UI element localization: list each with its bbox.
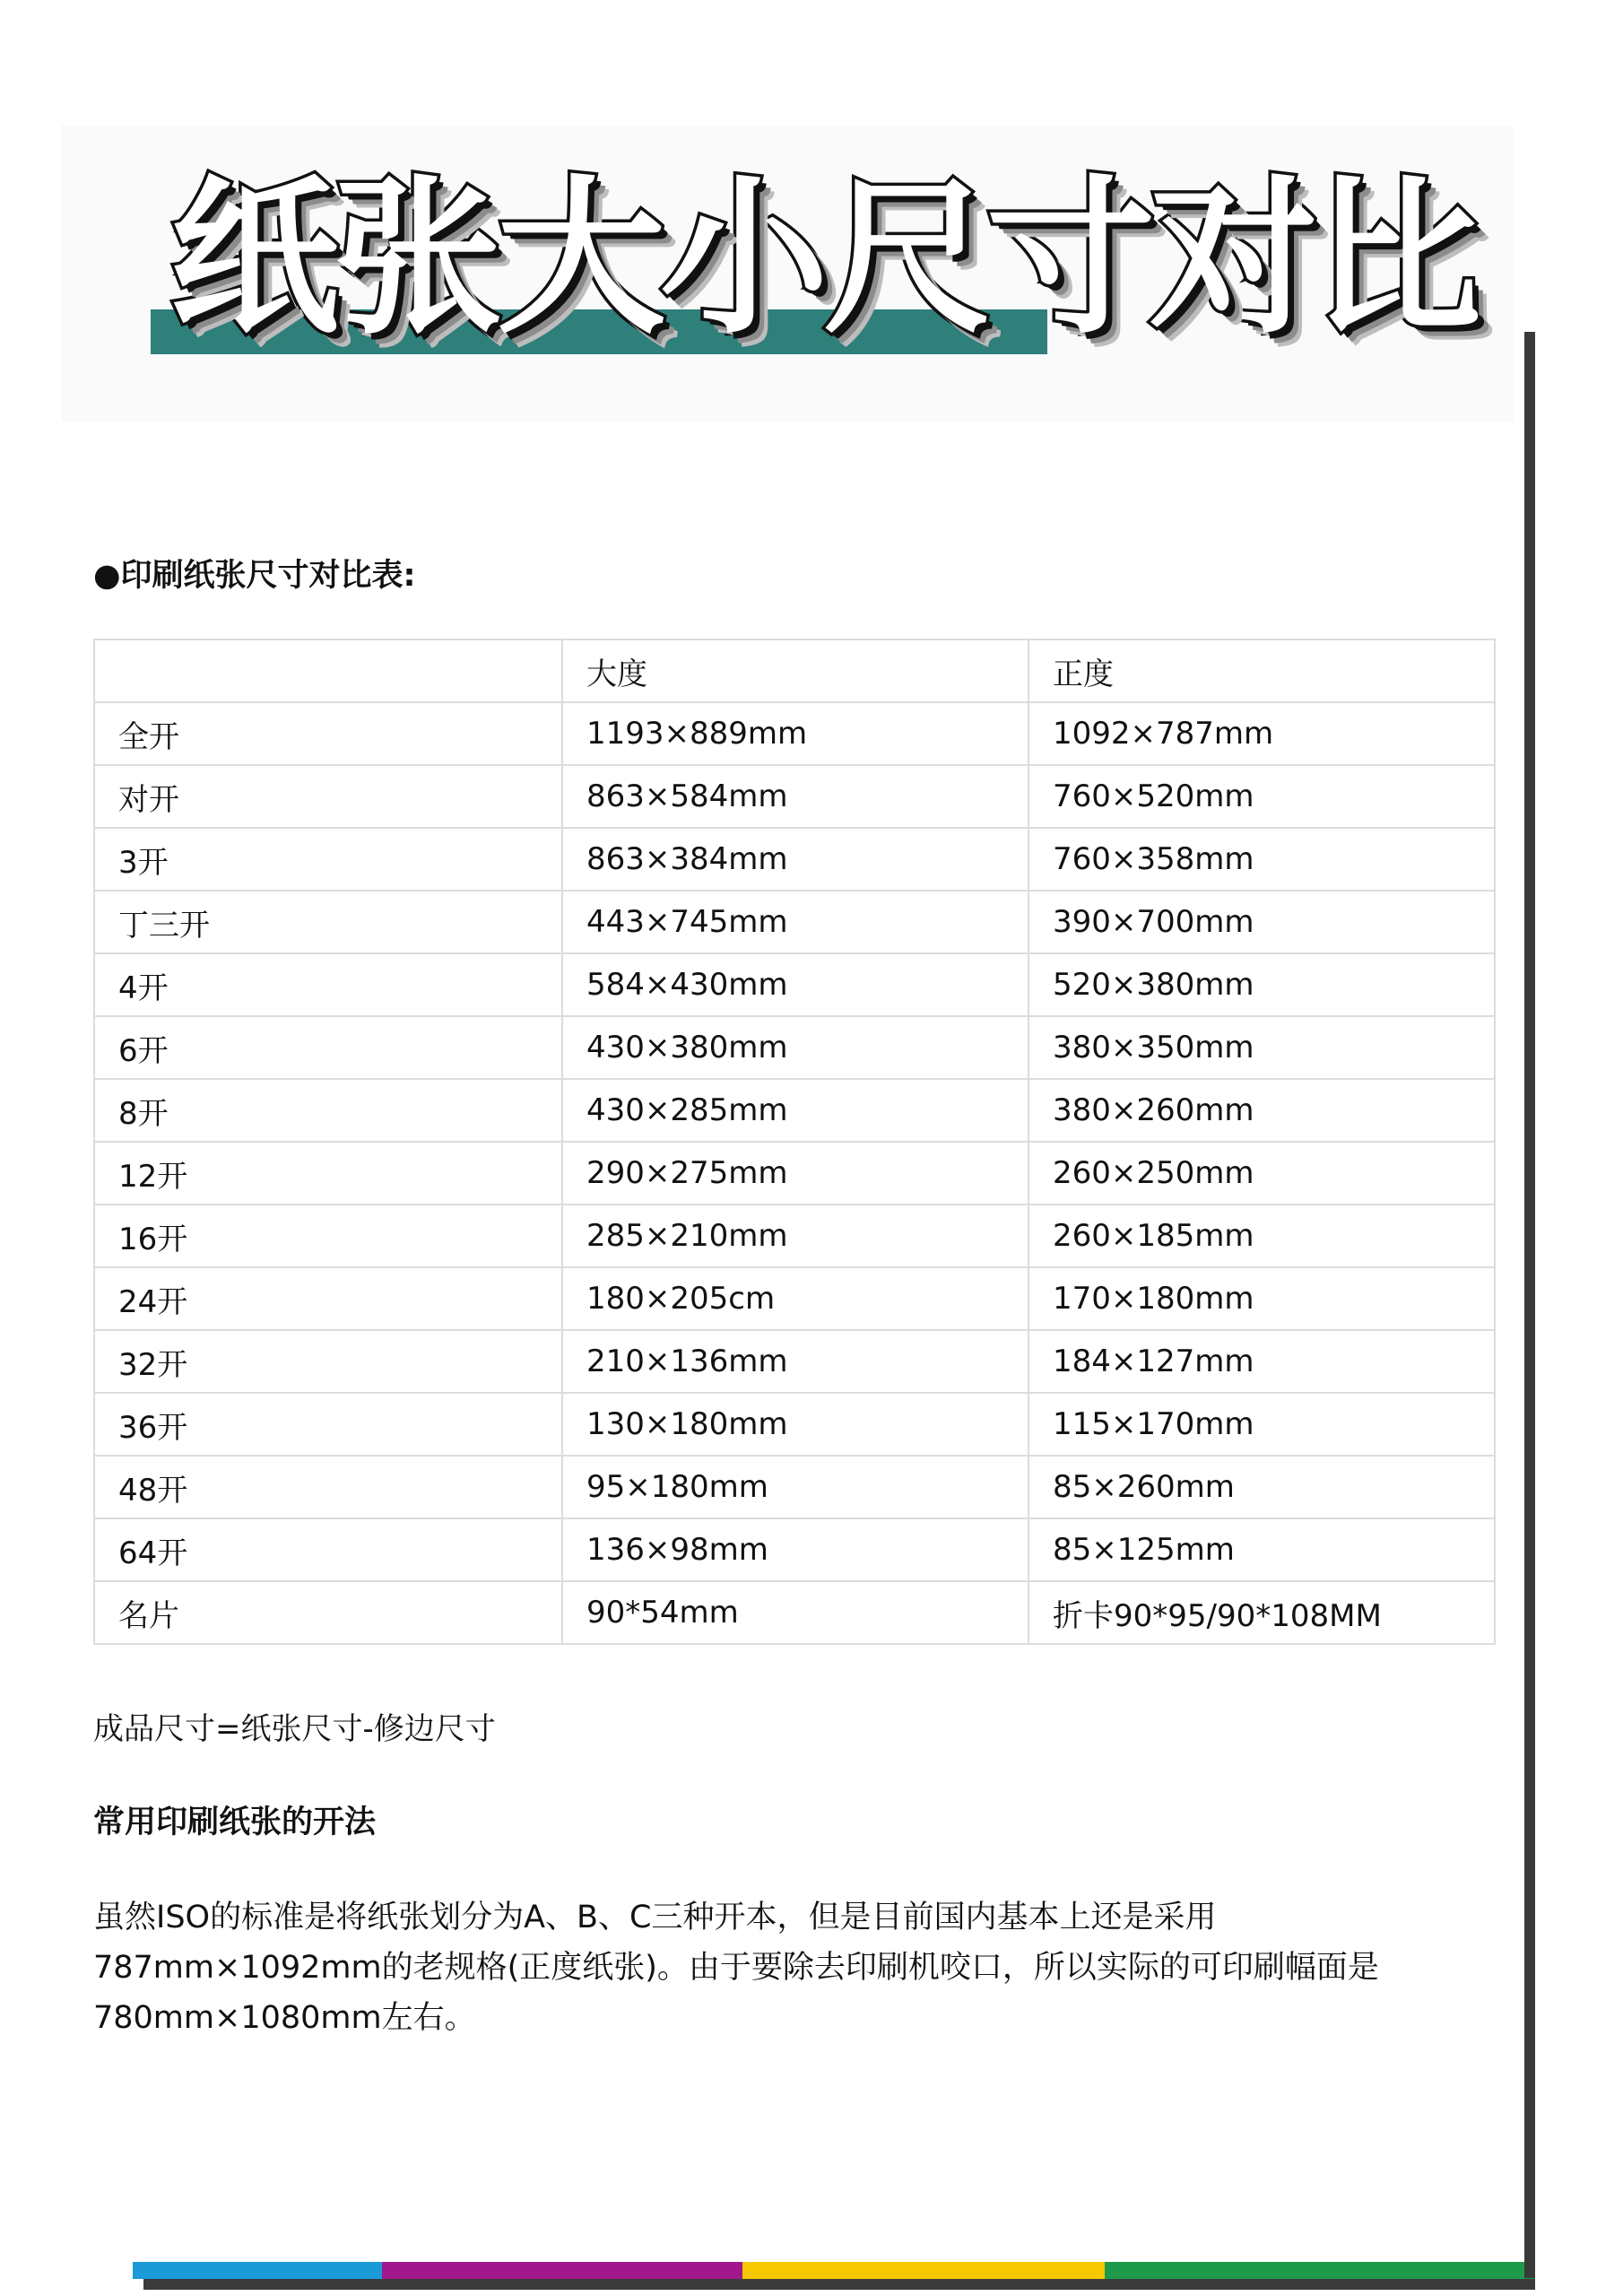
table-cell: 36开 (94, 1393, 562, 1456)
table-row (94, 1393, 1495, 1456)
table-cell: 760×520mm (1028, 765, 1495, 828)
table-cell: 863×584mm (562, 765, 1028, 828)
table-cell: 64开 (94, 1518, 562, 1581)
page-shadow-bottom (143, 2279, 1535, 2290)
paragraph-line: 787mm×1092mm的老规格(正度纸张)。由于要除去印刷机咬口，所以实际的可印刷幅面是 (93, 1950, 1379, 1986)
table-cell: 6开 (94, 1016, 562, 1079)
table-header-cell (94, 639, 562, 702)
table-row (94, 702, 1495, 765)
table-cell: 3开 (94, 828, 562, 891)
table-header-cell: 正度 (1028, 639, 1495, 702)
table-cell: 48开 (94, 1456, 562, 1518)
table-row (94, 1079, 1495, 1142)
table-row (94, 953, 1495, 1016)
table-cell: 32开 (94, 1330, 562, 1393)
table-row (94, 1267, 1495, 1330)
table-cell: 390×700mm (1028, 891, 1495, 953)
table-header-row (94, 639, 1495, 702)
table-cell: 210×136mm (562, 1330, 1028, 1393)
paper-size-table (93, 639, 1496, 1645)
body-paragraph (93, 1892, 1474, 2043)
stripe-segment-blue (133, 2262, 382, 2279)
table-row (94, 1205, 1495, 1267)
table-cell: 184×127mm (1028, 1330, 1495, 1393)
table-row (94, 1016, 1495, 1079)
table-cell: 170×180mm (1028, 1267, 1495, 1330)
table-cell: 430×285mm (562, 1079, 1028, 1142)
table-cell: 260×250mm (1028, 1142, 1495, 1205)
table-cell: 12开 (94, 1142, 562, 1205)
table-row (94, 765, 1495, 828)
table-cell: 380×260mm (1028, 1079, 1495, 1142)
table-cell: 90*54mm (562, 1581, 1028, 1644)
table-cell: 380×350mm (1028, 1016, 1495, 1079)
table-cell: 130×180mm (562, 1393, 1028, 1456)
page-shadow-right (1524, 332, 1535, 2278)
table-cell: 丁三开 (94, 891, 562, 953)
table-row (94, 1330, 1495, 1393)
table-cell: 115×170mm (1028, 1393, 1495, 1456)
table-cell: 95×180mm (562, 1456, 1028, 1518)
table-cell: 430×380mm (562, 1016, 1028, 1079)
table-cell: 443×745mm (562, 891, 1028, 953)
table-row (94, 1518, 1495, 1581)
table-row (94, 891, 1495, 953)
table-row (94, 828, 1495, 891)
table-cell: 760×358mm (1028, 828, 1495, 891)
table-body (94, 639, 1495, 1644)
table-cell: 85×260mm (1028, 1456, 1495, 1518)
table-row (94, 1456, 1495, 1518)
table-cell: 全开 (94, 702, 562, 765)
stripe-segment-green (1105, 2262, 1535, 2279)
table-cell: 1092×787mm (1028, 702, 1495, 765)
table-cell: 285×210mm (562, 1205, 1028, 1267)
table-cell: 对开 (94, 765, 562, 828)
paragraph-line: 780mm×1080mm左右。 (93, 2000, 476, 2036)
table-cell: 85×125mm (1028, 1518, 1495, 1581)
formula-note: 成品尺寸=纸张尺寸-修边尺寸 (93, 1711, 496, 1747)
table-cell: 136×98mm (562, 1518, 1028, 1581)
table-cell: 折卡90*95/90*108MM (1028, 1581, 1495, 1644)
table-cell: 863×384mm (562, 828, 1028, 891)
table-cell: 290×275mm (562, 1142, 1028, 1205)
table-cell: 584×430mm (562, 953, 1028, 1016)
table-cell: 180×205cm (562, 1267, 1028, 1330)
section-title: ●印刷纸张尺寸对比表: (93, 558, 416, 594)
stripe-segment-yellow (742, 2262, 1105, 2279)
table-header-cell: 大度 (562, 639, 1028, 702)
table-row (94, 1581, 1495, 1644)
table-cell: 1193×889mm (562, 702, 1028, 765)
stripe-segment-magenta (382, 2262, 742, 2279)
table-cell: 8开 (94, 1079, 562, 1142)
table-cell: 名片 (94, 1581, 562, 1644)
table-cell: 260×185mm (1028, 1205, 1495, 1267)
table-cell: 16开 (94, 1205, 562, 1267)
table-cell: 4开 (94, 953, 562, 1016)
table-cell: 520×380mm (1028, 953, 1495, 1016)
paragraph-line: 虽然ISO的标准是将纸张划分为A、B、C三种开本，但是目前国内基本上还是采用 (93, 1900, 1217, 1935)
table-cell: 24开 (94, 1267, 562, 1330)
page-title: 纸张大小尺寸对比 (170, 161, 1476, 357)
table-row (94, 1142, 1495, 1205)
subheading: 常用印刷纸张的开法 (93, 1805, 377, 1840)
